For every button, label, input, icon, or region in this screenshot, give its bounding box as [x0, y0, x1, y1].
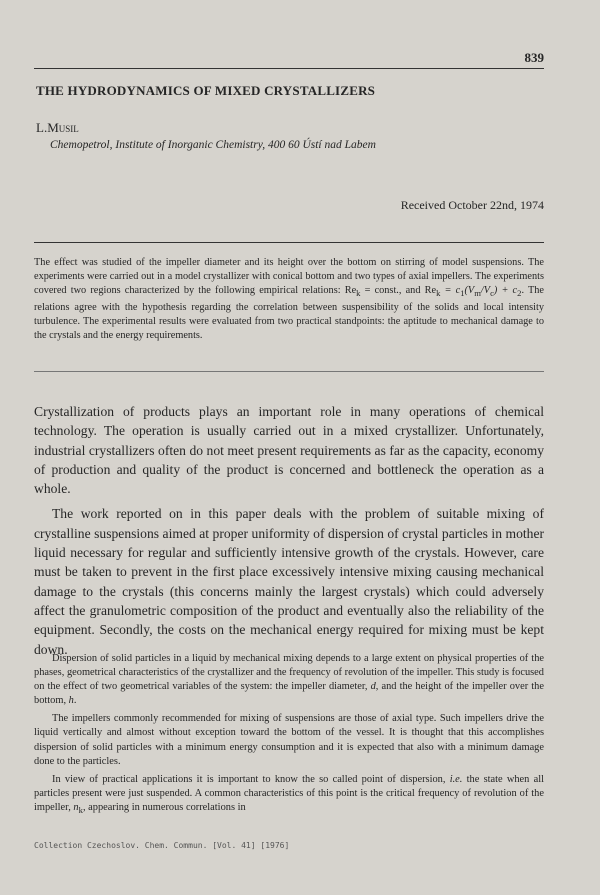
body-large-text	[34, 402, 544, 659]
abstract-top-rule	[34, 242, 544, 243]
body-paragraph: The work reported on in this paper deals with the problem of suitable mixing of crystalline suspensions aimed at proper uniformity of dispersion of crystal particles in mother liquid necessary for regular and sufficiently intensive growth of the crystals. However, care must be taken to prevent in the first place excessively intensive mixing causing mechanical damage to the crystals (this concerns mainly the largest crystals) which could adversely affect the granulometric composition of the product and eventually also the reliability of the equipment. Secondly, the costs on the mechanical energy required for mixing must be kept down.	[34, 506, 544, 657]
author-surname: Musil	[47, 120, 79, 135]
abstract-text: . The relations agree with the hypothesis regarding the correlation between suspensibility of the solids and local intensity turbulence. The experimental results were evaluated from two practical standpoints: the aptitude to mechanical damage to the crystals and the energy requirements.	[34, 285, 544, 342]
subscript: k	[78, 805, 83, 816]
subscript: 2	[517, 288, 522, 299]
abstract	[34, 256, 544, 343]
text: , appearing in numerous correlations in	[82, 801, 246, 813]
variable: h	[68, 695, 74, 707]
subscript: k	[436, 288, 441, 299]
abstract-bottom-rule	[34, 371, 544, 372]
body-paragraph	[34, 773, 544, 817]
subscript: 1	[460, 288, 465, 299]
equation-term: ) + c	[493, 285, 518, 297]
subscript: c	[490, 288, 494, 299]
body-small-text	[34, 652, 544, 821]
text: the state when all particles present were just suspended. A common characteristics of this point is the critical frequency of revolution of the impeller,	[34, 773, 544, 813]
abstract-text: = const., and Re	[360, 285, 437, 297]
text: Dispersion of solid particles in a liquid by mechanical mixing depends to a large extent on physical properties of the phases, geometrical characteristics of the crystallizer and the frequency of revolution of the impeller. This study is focused on the effect of two geometrical variables of the system: the impeller diameter,	[34, 653, 544, 693]
body-paragraph	[34, 652, 544, 708]
subscript: k	[356, 288, 361, 299]
abbreviation: i.e.	[449, 773, 463, 785]
equation-term: = c	[440, 285, 461, 297]
received-date: Received October 22nd, 1974	[400, 198, 544, 212]
subscript: m	[474, 288, 481, 299]
text: , and the height of the impeller over the bottom,	[34, 681, 544, 707]
author	[36, 120, 79, 136]
body-paragraph: The impellers commonly recommended for mixing of suspensions are those of axial type. Such impellers drive the liquid vertically and almost without exception toward the bottom of the vessel. It is thought that this accomplishes dispersion of solid particles with a minimum energy consumption and it is expected that also with a minimum damage done to the particles.	[34, 713, 544, 767]
equation-term: (V	[464, 285, 475, 297]
text: .	[73, 695, 77, 707]
equation-term: /V	[480, 285, 491, 297]
author-initial: L.	[36, 120, 48, 135]
abstract-text: The effect was studied of the impeller diameter and its height over the bottom on stirring of model suspensions. The experiments were carried out in a model crystallizer with conical bottom and two types of axial impellers. The experiments covered two regions characterized by the following empirical relations: Re	[34, 257, 544, 297]
variable: d	[370, 681, 376, 693]
footer-citation: Collection Czechoslov. Chem. Commun. [Vol. 41] [1976]	[34, 841, 290, 850]
text: In view of practical applications it is important to know the so called point of dispersion,	[52, 773, 450, 785]
body-paragraph: Crystallization of products plays an important role in many operations of chemical technology. The operation is usually carried out in a mixed crystallizer. Unfortunately, industrial crystallizers often do not meet present requirements as far as the capacity, economy of production and quality of the product is concerned and bottleneck the operation as a whole.	[34, 404, 544, 497]
variable: n	[73, 801, 79, 813]
article-title: THE HYDRODYNAMICS OF MIXED CRYSTALLIZERS	[36, 83, 376, 98]
header-rule	[34, 68, 544, 69]
page-number: 839	[524, 50, 544, 65]
affiliation: Chemopetrol, Institute of Inorganic Chemistry, 400 60 Ústí nad Labem	[50, 139, 376, 151]
